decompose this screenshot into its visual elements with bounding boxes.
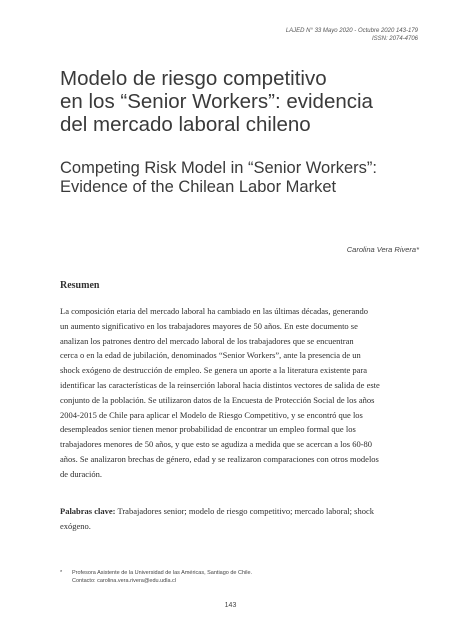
title-english	[60, 159, 440, 197]
abstract-line: un aumento significativo en los trabajadores mayores de 50 años. En este documento se	[60, 320, 358, 331]
abstract-body	[60, 304, 420, 482]
abstract-line: shock exógeno de destrucción de empleo. Se genera un aporte a la literatura existente para	[60, 365, 368, 376]
author-name: Carolina Vera Rivera*	[346, 245, 419, 254]
keywords-label: Palabras clave:	[60, 506, 116, 516]
abstract-heading: Resumen	[60, 280, 100, 291]
abstract-line: La composición etaria del mercado laboral ha cambiado en las últimas décadas, generando	[60, 306, 368, 316]
abstract-line: analizan los patrones dentro del mercado laboral de los trabajadores que se encuentran	[60, 335, 354, 346]
title-english-line: Competing Risk Model in “Senior Workers”:	[60, 159, 377, 177]
abstract-line: 2004-2015 de Chile para aplicar el Modelo de Riesgo Competitivo, y se encontró que los	[60, 409, 363, 420]
journal-issn: ISSN: 2074-4706	[371, 36, 418, 42]
title-english-line: Evidence of the Chilean Labor Market	[60, 178, 337, 196]
abstract-line: cerca o en la edad de jubilación, denominados “Senior Workers”, ante la presencia de un	[60, 350, 361, 361]
footnote-affiliation: Profesora Asistente de la Universidad de las Américas, Santiago de Chile.	[72, 570, 253, 576]
abstract-line: trabajadores menores de 50 años, y que esto se agudiza a medida que se acercan a los 60-80	[60, 439, 373, 450]
title-spanish-line: en los “Senior Workers”: evidencia	[60, 90, 373, 113]
title-spanish-line: del mercado laboral chileno	[60, 113, 311, 136]
keywords-block	[60, 504, 420, 534]
abstract-line: identificar las características de la reinserción laboral hacia distintos vectores de salida de este	[60, 379, 380, 390]
page-number: 143	[224, 602, 237, 609]
footnote-marker: *	[60, 570, 63, 576]
footnote-contact: Contacto: carolina.vera.rivera@edu.udla.cl	[72, 577, 177, 584]
journal-header	[286, 27, 418, 43]
keywords-text-continued: exógeno.	[60, 520, 91, 531]
footnote	[60, 570, 420, 585]
title-spanish	[60, 67, 440, 136]
keywords-text: Trabajadores senior; modelo de riesgo competitivo; mercado laboral; shock	[115, 506, 374, 516]
abstract-line: años. Se analizaron brechas de género, edad y se realizaron comparaciones con otros modelos	[60, 453, 379, 464]
abstract-line: conjunto de la población. Se utilizaron datos de la Encuesta de Protección Social de los años	[60, 394, 375, 405]
journal-issue-line: LAJED N° 33 Mayo 2020 - Octubre 2020 143-179	[285, 28, 418, 34]
title-spanish-line: Modelo de riesgo competitivo	[60, 67, 327, 90]
abstract-line: de duración.	[60, 468, 103, 479]
abstract-line: desempleados senior tienen menor probabilidad de encontrar un empleo formal que los	[60, 424, 356, 435]
